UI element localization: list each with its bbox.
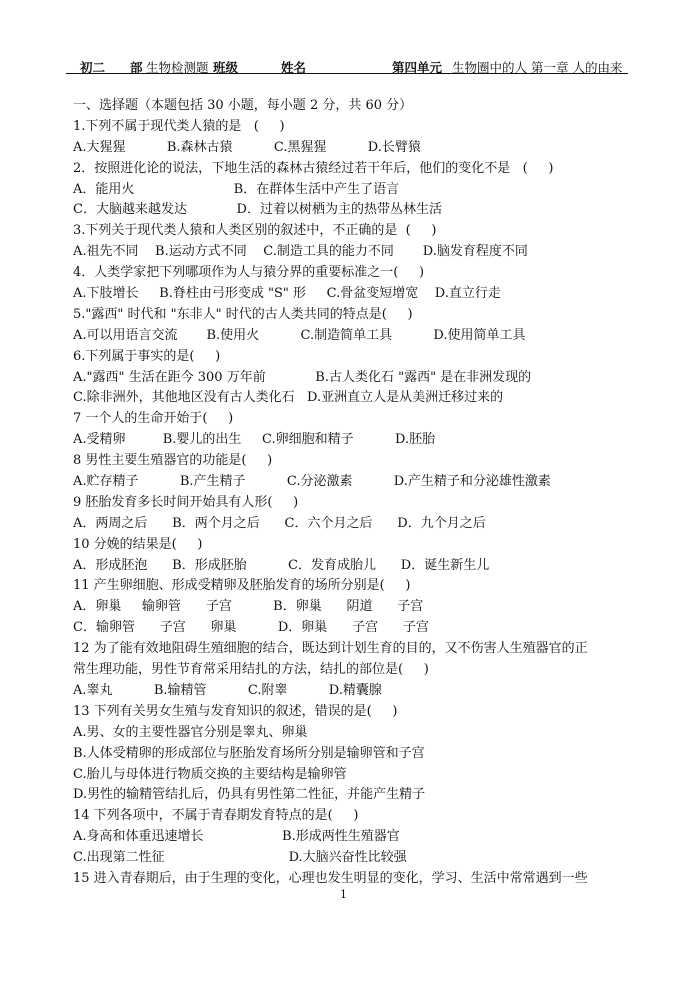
text-line: 常生理功能，男性节育常采用结扎的方法，结扎的部位是( ) — [73, 662, 429, 678]
text-line: 15 进入青春期后，由于生理的变化，心理也发生明显的变化，学习、生活中常常遇到一些 — [73, 870, 588, 886]
text-line: A．卵巢 输卵管 子宫 B．卵巢 阴道 子宫 — [73, 599, 424, 615]
text-line: C.除非洲外，其他地区没有古人类化石 D.亚洲直立人是从美洲迁移过来的 — [73, 390, 504, 406]
text-line: 6.下列属于事实的是( ) — [73, 348, 221, 364]
text-line: 4．人类学家把下列哪项作为人与猿分界的重要标准之一( ) — [73, 265, 425, 281]
text-line: 9 胚胎发育多长时间开始具有人形( ) — [73, 494, 299, 510]
text-line: C.胎儿与母体进行物质交换的主要结构是输卵管 — [73, 766, 347, 782]
text-line: C．输卵管 子宫 卵巢 D．卵巢 子宫 子宫 — [73, 620, 429, 636]
text-line: D.男性的输精管结扎后，仍具有男性第二性征，并能产生精子 — [73, 787, 426, 803]
text-line: A.祖先不同 B.运动方式不同 C.制造工具的能力不同 D.脑发育程度不同 — [73, 244, 528, 260]
text-line: 14 下列各项中，不属于青春期发育特点的是( ) — [73, 808, 359, 824]
question-content — [73, 96, 633, 890]
text-line: 13 下列有关男女生殖与发育知识的叙述，错误的是( ) — [73, 703, 398, 719]
header-unit: 第四单元 — [392, 60, 443, 75]
header-test-title: 生物检测题 — [146, 60, 209, 75]
text-line: 12 为了能有效地阻碍生殖细胞的结合，既达到计划生育的目的，又不伤害人生殖器官的正 — [73, 641, 588, 657]
text-line: 5."露西" 时代和 "东非人" 时代的古人类共同的特点是( ) — [73, 306, 413, 322]
text-line: C．大脑越来越发达 D．过着以树栖为主的热带丛林生活 — [73, 202, 442, 218]
text-line: A.下肢增长 B.脊柱由弓形变成 "S" 形 C.骨盆变短增宽 D.直立行走 — [73, 286, 501, 302]
text-line: A．能用火 B．在群体生活中产生了语言 — [73, 181, 400, 197]
text-line: A．形成胚泡 B．形成胚胎 C．发育成胎儿 D．诞生新生儿 — [73, 557, 490, 573]
text-line: A.大猩猩 B.森林古猿 C.黑猩猩 D.长臂猿 — [73, 139, 421, 155]
text-line: A．两周之后 B．两个月之后 C．六个月之后 D．九个月之后 — [73, 515, 486, 531]
header-class-field: 班级 — [213, 58, 278, 76]
text-line: 2．按照进化论的说法，下地生活的森林古猿经过若干年后，他们的变化不是 ( ) — [73, 160, 554, 176]
header-name-field: 姓名 — [281, 58, 384, 76]
text-line: 1.下列不属于现代类人猿的是 ( ) — [73, 118, 285, 134]
header-rule — [66, 73, 628, 74]
text-line: 11 产生卵细胞、形成受精卵及胚胎发育的场所分别是( ) — [73, 578, 411, 594]
header-grade: 初二 — [80, 60, 106, 75]
text-line: B.人体受精卵的形成部位与胚胎发育场所分别是输卵管和子宫 — [73, 745, 425, 761]
text-line: 一、选择题（本题包括 30 小题，每小题 2 分，共 60 分） — [73, 98, 413, 113]
text-line: A.男、女的主要性器官分别是睾丸、卵巢 — [73, 724, 308, 740]
text-line: A.睾丸 B.输精管 C.附睾 D.精囊腺 — [73, 682, 382, 698]
page-number: 1 — [340, 888, 347, 901]
text-line: A.贮存精子 B.产生精子 C.分泌激素 D.产生精子和分泌雄性激素 — [73, 474, 551, 490]
text-line: 10 分娩的结果是( ) — [73, 536, 203, 552]
text-line: 3.下列关于现代类人猿和人类区别的叙述中，不正确的是 ( ) — [73, 223, 437, 239]
text-line: A.身高和体重迅速增长 B.形成两性生殖器官 — [73, 829, 400, 845]
header-dept: 部 — [130, 60, 143, 75]
text-line: 7 一个人的生命开始于( ) — [73, 411, 234, 427]
text-line: A.可以用语言交流 B.使用火 C.制造简单工具 D.使用简单工具 — [73, 327, 526, 343]
text-line: C.出现第二性征 D.大脑兴奋性比较强 — [73, 850, 407, 866]
text-line: A.受精卵 B.婴儿的出生 C.卵细胞和精子 D.胚胎 — [73, 432, 436, 448]
text-line: A."露西" 生活在距今 300 万年前 B.古人类化石 "露西" 是在非洲发现的 — [73, 369, 532, 385]
text-line: 8 男性主要生殖器官的功能是( ) — [73, 453, 273, 469]
header-unit-title: 生物圈中的人 第一章 人的由来 — [452, 60, 623, 75]
